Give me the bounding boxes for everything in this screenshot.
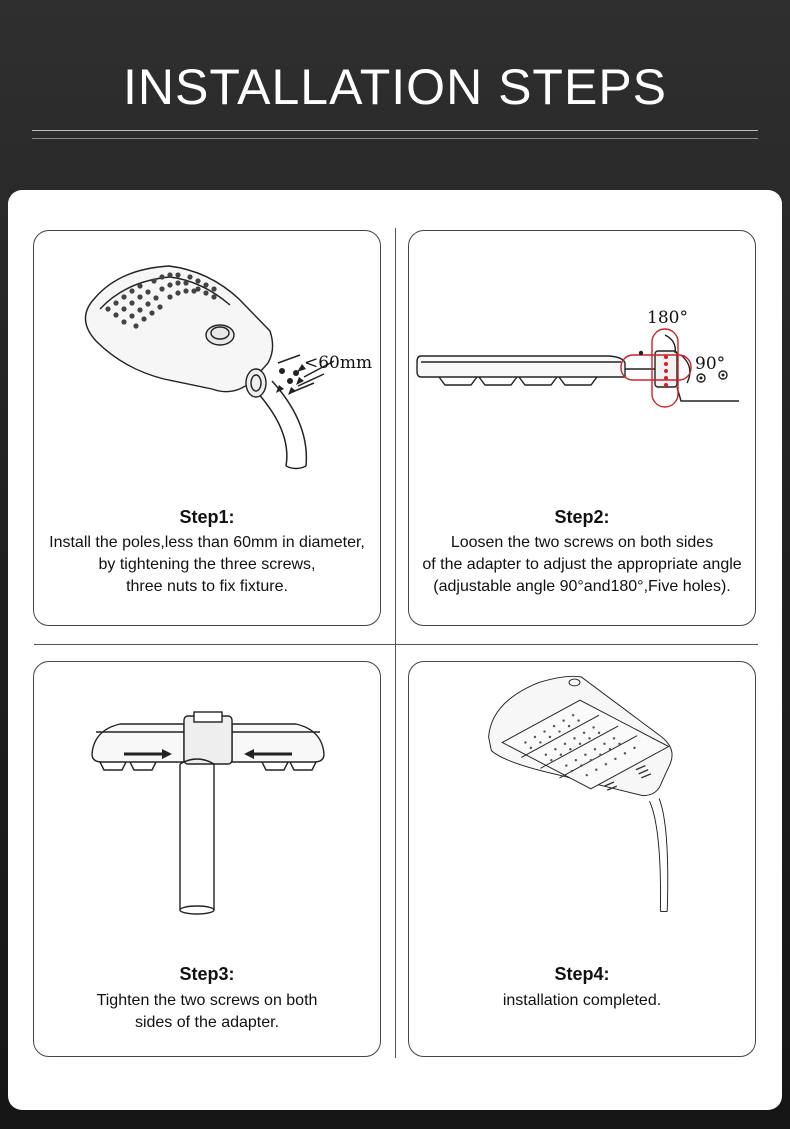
step2-description — [409, 532, 755, 598]
step2-line-2: of the adapter to adjust the appropriate angle — [422, 556, 742, 573]
step4-description — [409, 990, 755, 1012]
angle-180-label: 180° — [647, 308, 688, 328]
step-card-4 — [408, 661, 756, 1057]
vertical-divider — [395, 228, 396, 1058]
step4-line-1: installation completed. — [502, 992, 662, 1009]
step1-line-1: Install the poles,less than 60mm in diameter, — [49, 534, 365, 551]
step1-line-3: three nuts to fix fixture. — [126, 578, 288, 595]
step3-illustration — [34, 662, 380, 932]
step2-illustration — [409, 231, 755, 501]
step1-illustration — [34, 231, 380, 501]
page-title: INSTALLATION STEPS — [122, 59, 668, 115]
step3-line-2: sides of the adapter. — [134, 1014, 280, 1031]
step2-line-1: Loosen the two screws on both sides — [450, 534, 714, 551]
step3-title: Step3: — [179, 964, 235, 984]
step-card-1 — [33, 230, 381, 626]
title-rule-top — [32, 130, 758, 131]
horizontal-divider — [34, 644, 758, 645]
step4-illustration — [409, 662, 755, 932]
angle-90-label: 90° — [695, 354, 726, 374]
header — [0, 0, 790, 190]
step-card-2 — [408, 230, 756, 626]
diameter-label: <60mm — [304, 353, 373, 373]
step2-line-3: (adjustable angle 90°and180°,Five holes). — [433, 578, 731, 595]
step-card-3 — [33, 661, 381, 1057]
step3-line-1: Tighten the two screws on both — [96, 992, 318, 1009]
step1-line-2: by tightening the three screws, — [98, 556, 316, 573]
step4-title: Step4: — [554, 964, 610, 984]
title-rule-bottom — [32, 138, 758, 139]
step2-title: Step2: — [554, 507, 610, 527]
step1-title: Step1: — [179, 507, 235, 527]
step3-description — [34, 990, 380, 1034]
step1-description — [34, 532, 380, 598]
